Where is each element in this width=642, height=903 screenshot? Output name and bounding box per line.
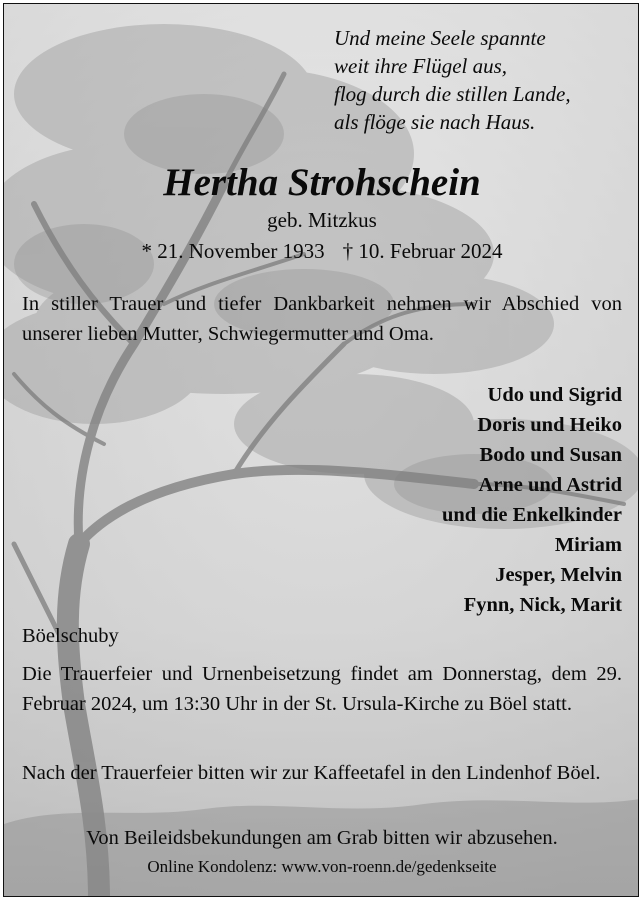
family-member: Doris und Heiko [477,414,622,436]
condolence-note: Von Beileidsbekundungen am Grab bitten wir abzusehen. [86,827,558,849]
poem-line: flog durch die stillen Lande, [334,82,571,106]
family-list [222,380,622,620]
deceased-name: Hertha Strohschein [163,161,481,204]
place-name: Böelschuby [22,625,119,647]
poem-line: weit ihre Flügel aus, [334,54,508,78]
death-date: † 10. Februar 2024 [342,239,503,263]
service-info: Die Trauerfeier und Urnenbeisetzung findet am Donnerstag, dem 29. Februar 2024, um 13:30 Uhr in der St. Ursula-Kirche zu Böel statt. [22,663,622,715]
family-member: Bodo und Susan [479,444,622,466]
life-dates [4,237,639,265]
family-member: Udo und Sigrid [487,384,622,406]
family-member: Miriam [554,534,622,556]
poem-verse [334,24,634,136]
online-condolence-link[interactable]: Online Kondolenz: www.von-roenn.de/gedenkseite [147,857,497,876]
obituary-card [3,3,639,897]
maiden-name: geb. Mitzkus [267,208,377,232]
family-member: Jesper, Melvin [495,564,622,586]
intro-text: In stiller Trauer und tiefer Dankbarkeit nehmen wir Abschied von unserer lieben Mutter, Schwiegermutter und Oma. [22,293,622,345]
family-member: und die Enkelkinder [441,504,622,526]
poem-line: als flöge sie nach Haus. [334,110,536,134]
poem-line: Und meine Seele spannte [334,26,546,50]
family-member: Fynn, Nick, Marit [463,594,622,616]
family-member: Arne und Astrid [478,474,622,496]
reception-info: Nach der Trauerfeier bitten wir zur Kaffeetafel in den Lindenhof Böel. [22,762,601,784]
birth-date: * 21. November 1933 [141,239,325,263]
